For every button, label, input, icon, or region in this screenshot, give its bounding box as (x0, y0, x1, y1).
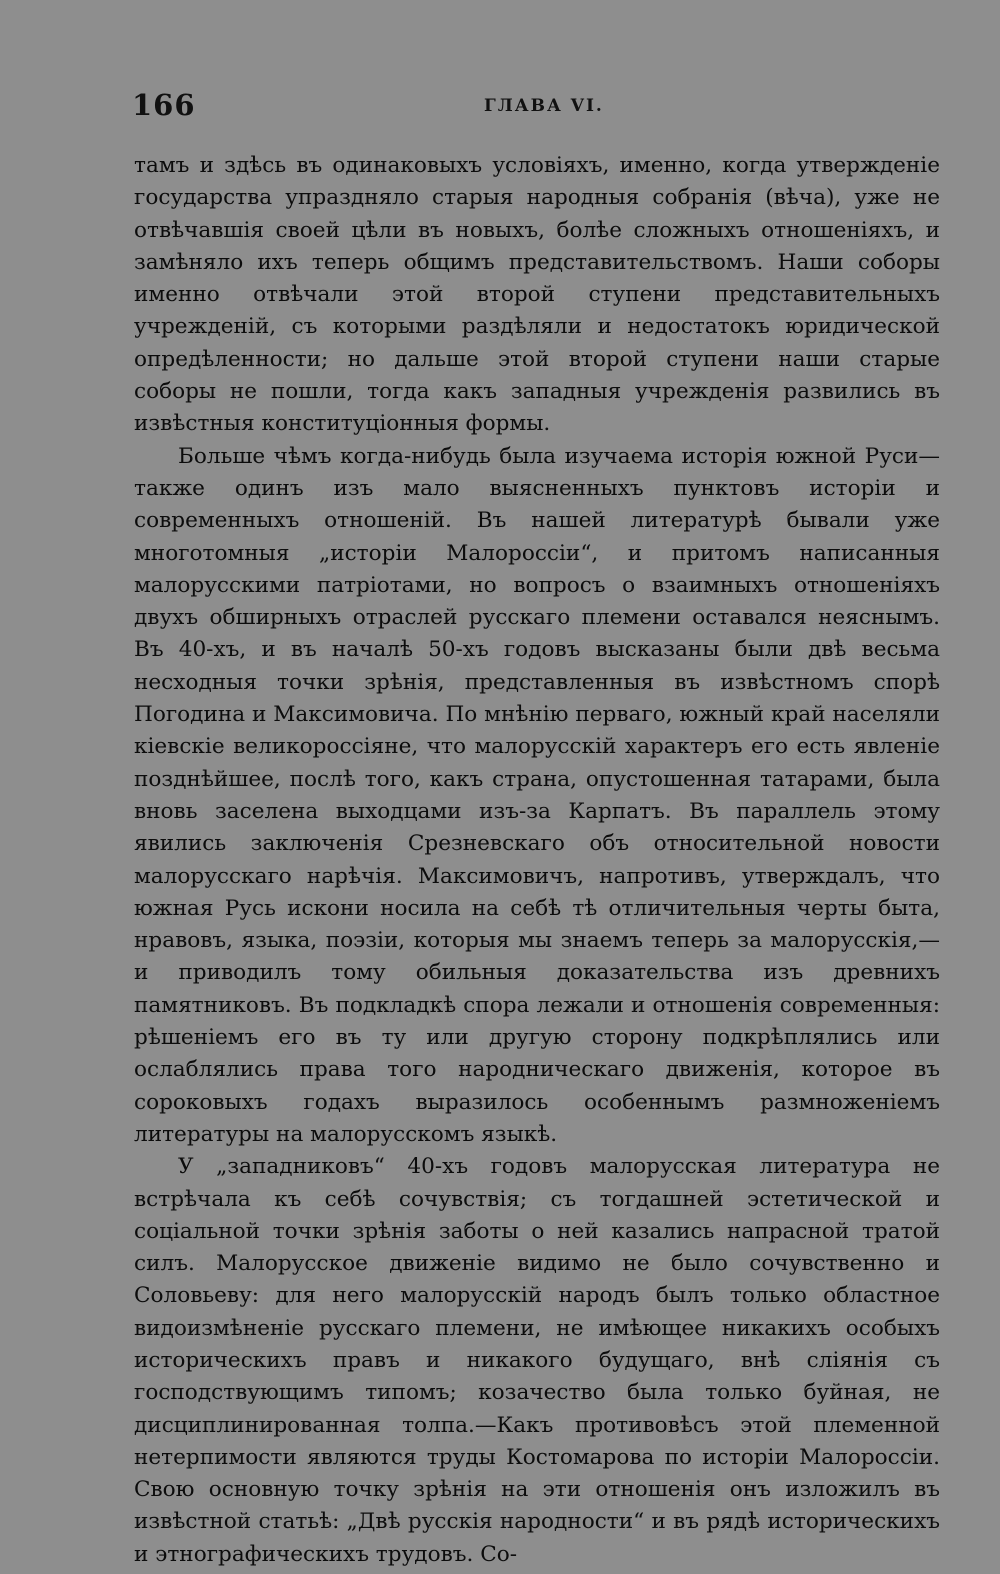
paragraph-2: Больше чѣмъ когда-нибудь была изучаема исторія южной Руси—также одинъ изъ мало выясненныхъ пунктовъ исторіи и современныхъ отношеній. Въ нашей литературѣ бывали уже многотомныя „исторіи Малороссіи“, и притомъ написанныя малорусскими патріотами, но вопросъ о взаимныхъ отношеніяхъ двухъ обширныхъ отраслей русскаго племени оставался неяснымъ. Въ 40-хъ, и въ началѣ 50-хъ годовъ высказаны были двѣ весьма несходныя точки зрѣнія, представленныя въ извѣстномъ спорѣ Погодина и Максимовича. По мнѣнію перваго, южный край населяли кіевскіе великороссіяне, что малорусскій характеръ его есть явленіе позднѣйшее, послѣ того, какъ страна, опустошенная татарами, была вновь заселена выходцами изъ-за Карпатъ. Въ параллель этому явились заключенія Срезневскаго объ относительной новости малорусскаго нарѣчія. Максимовичъ, напротивъ, утверждалъ, что южная Русь искони носила на себѣ тѣ отличительныя черты быта, нравовъ, языка, поэзіи, которыя мы знаемъ теперь за малорусскія,—и приводилъ тому обильныя доказательства изъ древнихъ памятниковъ. Въ подкладкѣ спора лежали и отношенія современныя: рѣшеніемъ его въ ту или другую сторону подкрѣплялись или ослаблялись права того народническаго движенія, которое въ сороковыхъ годахъ выразилось особеннымъ размноженіемъ литературы на малорусскомъ языкѣ. (134, 443, 940, 1147)
running-head: ГЛАВА VI. (484, 96, 604, 116)
body-text (134, 150, 940, 1571)
page-header (132, 88, 942, 128)
page-number: 166 (132, 88, 196, 122)
paragraph-1: тамъ и здѣсь въ одинаковыхъ условіяхъ, именно, когда утвержденіе государства упраздняло старыя народныя собранія (вѣча), уже не отвѣчавшія своей цѣли въ новыхъ, болѣе сложныхъ отношеніяхъ, и замѣняло ихъ теперь общимъ представительствомъ. Наши соборы именно отвѣчали этой второй ступени представительныхъ учрежденій, съ которыми раздѣляли и недостатокъ юридической опредѣленности; но дальше этой второй ступени наши старые соборы не пошли, тогда какъ западныя учрежденія развились въ извѣстныя конституціонныя формы. (134, 153, 940, 437)
paragraph-3: У „западниковъ“ 40-хъ годовъ малорусская литература не встрѣчала къ себѣ сочувствія; съ тогдашней эстетической и соціальной точки зрѣнія заботы о ней казались напрасной тратой силъ. Малорусское движеніе видимо не было сочувственно и Соловьеву: для него малорусскій народъ былъ только областное видоизмѣненіе русскаго племени, не имѣющее никакихъ особыхъ историческихъ правъ и никакого будущаго, внѣ слiянія съ господствующимъ типомъ; козачество была только буйная, не дисциплинированная толпа.—Какъ противовѣсъ этой племенной нетерпимости являются труды Костомарова по исторіи Малороссіи. Свою основную точку зрѣнія на эти отношенія онъ изложилъ въ извѣстной статьѣ: „Двѣ русскія народности“ и въ рядѣ историческихъ и этнографическихъ трудовъ. Со- (134, 1154, 940, 1567)
